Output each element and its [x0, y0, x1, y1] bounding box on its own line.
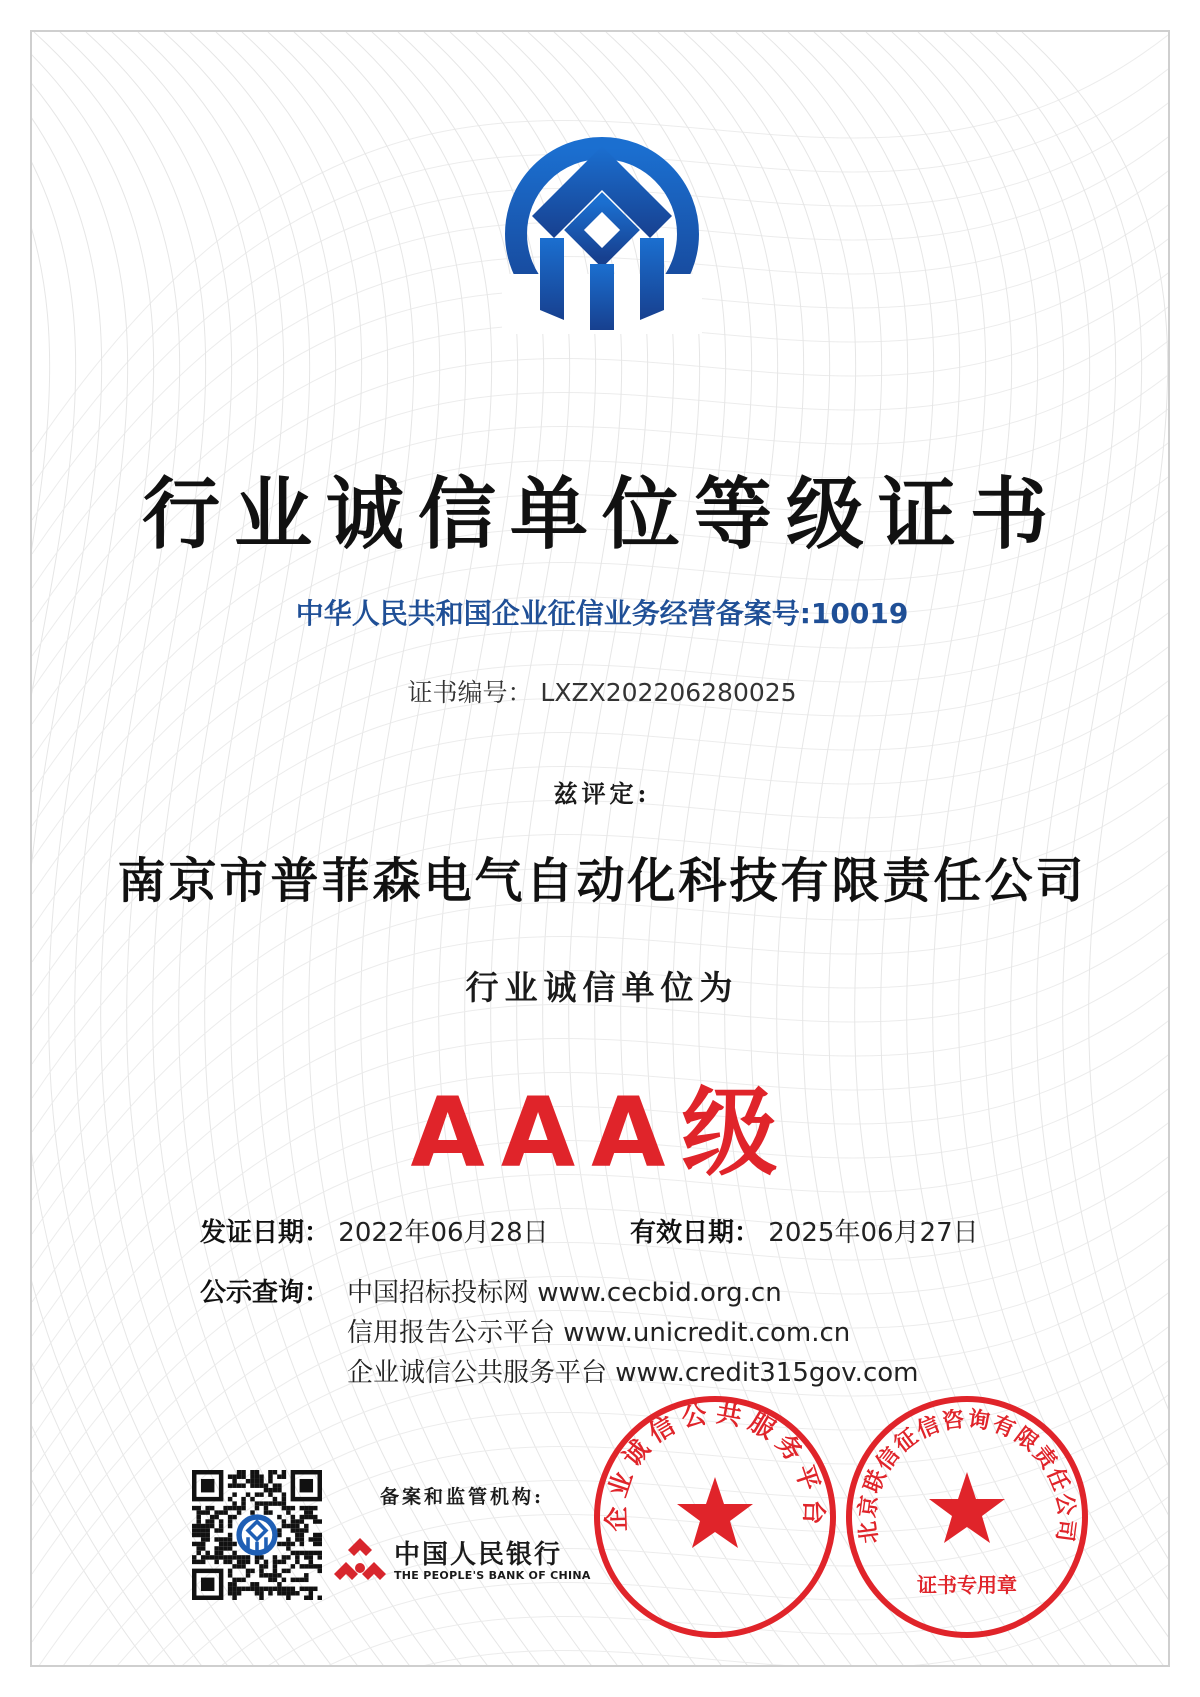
certificate-number: 证书编号： LXZX202206280025 [407, 678, 797, 707]
valid-date-value: 2025年06月27日 [768, 1218, 979, 1248]
query-line: 中国招标投标网 www.cecbid.org.cn [347, 1278, 782, 1308]
valid-date-label: 有效日期： [630, 1218, 761, 1248]
award-phrase: 行业诚信单位为 [465, 968, 739, 1007]
qr-code [192, 1470, 322, 1600]
seal-arc-text: 北京联信征信咨询有限责任公司 [854, 1406, 1080, 1546]
pboc-logo-icon [332, 1534, 388, 1590]
official-seal [590, 1392, 840, 1642]
credit-level: AAA级 [410, 1077, 794, 1189]
certificate-title: 行业诚信单位等级证书 [141, 470, 1062, 560]
pboc-name-en: THE PEOPLE'S BANK OF CHINA [394, 1569, 591, 1582]
valid-date-row [630, 1212, 979, 1249]
query-line: 企业诚信公共服务平台 www.credit315gov.com [347, 1358, 919, 1388]
record-number: 中华人民共和国企业征信业务经营备案号:10019 [295, 597, 909, 630]
hereby-text: 兹评定: [553, 779, 651, 808]
pboc-name-cn: 中国人民银行 [394, 1540, 563, 1570]
seal-arc-text: 企业诚信公共服务平台 [601, 1398, 829, 1532]
query-label: 公示查询： [200, 1278, 331, 1308]
issue-date-label: 发证日期： [200, 1218, 331, 1248]
seal-bottom-text: 证书专用章 [917, 1573, 1017, 1597]
query-line: 信用报告公示平台 www.unicredit.com.cn [347, 1318, 851, 1348]
issue-date-row [200, 1212, 549, 1249]
company-name: 南京市普菲森电气自动化科技有限责任公司 [117, 853, 1087, 909]
issue-date-value: 2022年06月28日 [338, 1218, 549, 1248]
certificate-seal [842, 1392, 1092, 1642]
credit-logo-icon [502, 134, 702, 334]
certificate [30, 30, 1170, 1667]
regulator-label: 备案和监管机构: [380, 1486, 545, 1508]
